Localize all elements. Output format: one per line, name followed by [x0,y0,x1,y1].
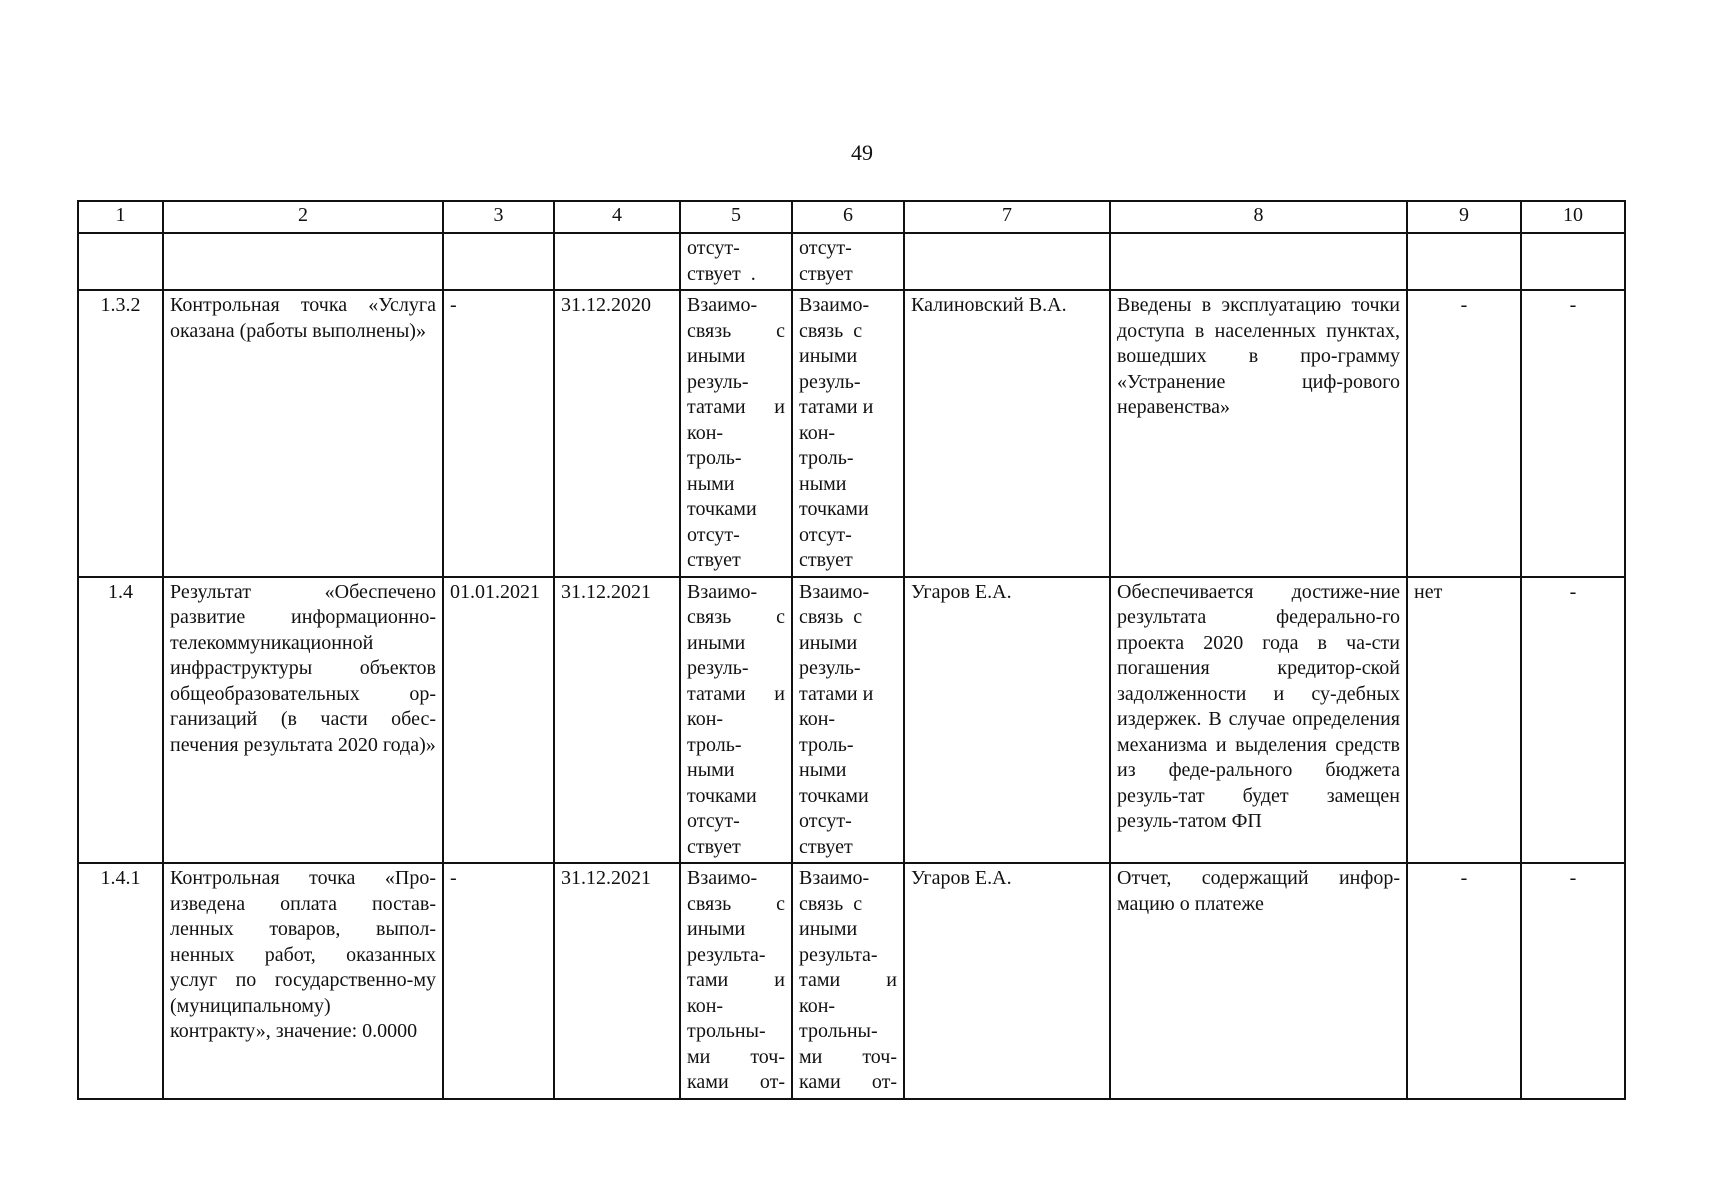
column-header: 2 [163,201,443,233]
cell-start-date: - [443,290,554,577]
cell-col10: - [1521,863,1625,1099]
table-row [78,290,1625,577]
cell-col6: Взаимо- связь с иными резуль- татами и кон- троль- ными точками отсут- ствует [792,290,904,577]
cell-col9: - [1407,863,1521,1099]
cell-col6 [792,233,904,290]
cell-end-date: 31.12.2020 [554,290,680,577]
cell-start-date [443,233,554,290]
table-row [78,577,1625,864]
page-number: 49 [851,140,873,165]
cell-col10 [1521,233,1625,290]
column-header: 3 [443,201,554,233]
cell-col9: нет [1407,577,1521,864]
cell-col5 [680,233,792,290]
cell-col10: - [1521,577,1625,864]
cell-col6: Взаимо- связь с иными резуль- татами и кон- троль- ными точками отсут- ствует [792,577,904,864]
cell-responsible: Угаров Е.А. [904,577,1110,864]
results-table [77,200,1626,1100]
cell-col6: Взаимо- связь с иными результа- тами и кон- трольны- ми точ- ками от- [792,863,904,1099]
column-header: 5 [680,201,792,233]
line: ствует [799,262,853,285]
cell-start-date: - [443,863,554,1099]
line: отсут- [799,237,852,259]
cell-name: Контрольная точка «Услуга оказана (работы выполнены)» [163,290,443,577]
cell-number: 1.3.2 [78,290,163,577]
cell-col5: Взаимо- связь с иными резуль- татами и кон- троль- ными точками отсут- ствует [680,577,792,864]
cell-end-date: 31.12.2021 [554,577,680,864]
cell-name [163,233,443,290]
cell-responsible [904,233,1110,290]
cell-description: Обеспечивается достиже-ние результата федерально-го проекта 2020 года в ча-сти погашения кредитор-ской задолженности и су-дебных издержек. В случае определения механизма и выделения средств из феде-рального бюджета резуль-тат будет замещен резуль-татом ФП [1110,577,1407,864]
cell-start-date: 01.01.2021 [443,577,554,864]
cell-end-date: 31.12.2021 [554,863,680,1099]
cell-responsible: Калиновский В.А. [904,290,1110,577]
cell-end-date [554,233,680,290]
cell-col5: Взаимо- связь с иными резуль- татами и кон- троль- ными точками отсут- ствует [680,290,792,577]
cell-col10: - [1521,290,1625,577]
cell-description: Введены в эксплуатацию точки доступа в населенных пунктах, вошедших в про-грамму «Устранение циф-рового неравенства» [1110,290,1407,577]
column-header: 4 [554,201,680,233]
header-row [78,201,1625,233]
cell-col9 [1407,233,1521,290]
cell-responsible: Угаров Е.А. [904,863,1110,1099]
line: ствует . [687,262,756,285]
cell-col5: Взаимо- связь с иными результа- тами и кон- трольны- ми точ- ками от- [680,863,792,1099]
line: отсут- [687,237,740,259]
column-header: 8 [1110,201,1407,233]
column-header: 6 [792,201,904,233]
column-header: 9 [1407,201,1521,233]
column-header: 1 [78,201,163,233]
cell-description: Отчет, содержащий инфор-мацию о платеже [1110,863,1407,1099]
cell-description [1110,233,1407,290]
table-row [78,863,1625,1099]
column-header: 10 [1521,201,1625,233]
cell-col9: - [1407,290,1521,577]
column-header: 7 [904,201,1110,233]
cell-name: Контрольная точка «Про-изведена оплата постав-ленных товаров, выпол-ненных работ, оказанных услуг по государственно-му (муниципальному) контракту», значение: 0.0000 [163,863,443,1099]
cell-name: Результат «Обеспечено развитие информационно-телекоммуникационной инфраструктуры объектов общеобразовательных ор-ганизаций (в части обес-печения результата 2020 года)» [163,577,443,864]
cell-number: 1.4 [78,577,163,864]
cell-number [78,233,163,290]
cell-number: 1.4.1 [78,863,163,1099]
table-row [78,233,1625,290]
